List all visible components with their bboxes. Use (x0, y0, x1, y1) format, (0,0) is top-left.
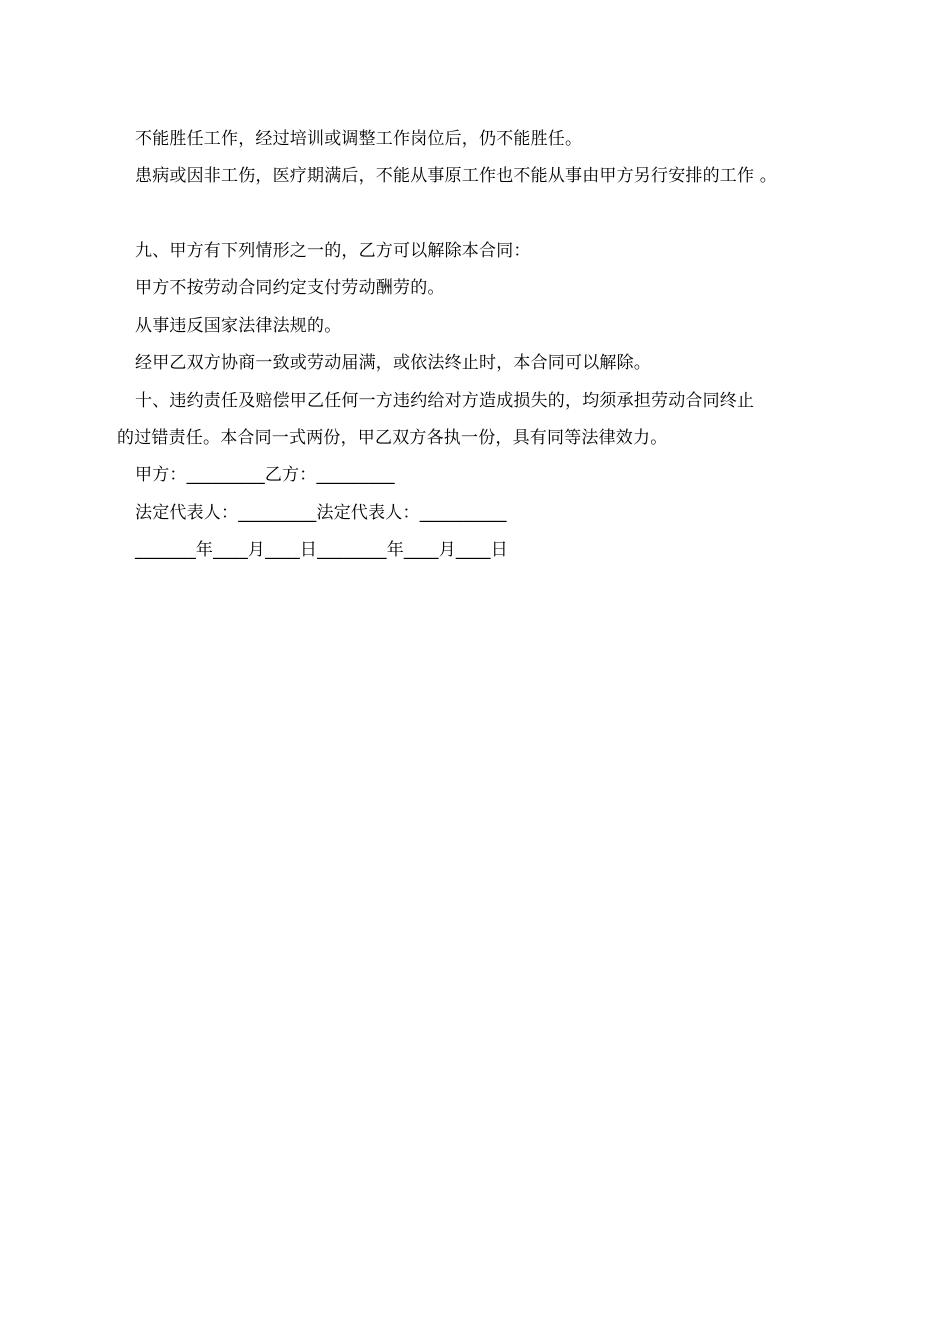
clause-mutual-termination-line: 经甲乙双方协商一致或劳动届满，或依法终止时，本合同可以解除。 (135, 353, 651, 373)
signature-date-line: _______年____月____日________年____月____日 (135, 540, 508, 560)
signature-representatives-line: 法定代表人：_________法定代表人：__________ (135, 503, 507, 523)
signature-parties-line: 甲方：_________乙方：_________ (135, 465, 395, 485)
section-ten-heading: 十、违约责任及赔偿甲乙任何一方违约给对方造成损失的，均须承担劳动合同终止 (135, 391, 755, 411)
section-nine-heading: 九、甲方有下列情形之一的，乙方可以解除本合同： (135, 241, 531, 261)
section-ten-continuation: 的过错责任。本合同一式两份，甲乙双方各执一份，具有同等法律效力。 (117, 428, 668, 448)
clause-incompetent-line: 不能胜任工作，经过培训或调整工作岗位后，仍不能胜任。 (135, 129, 583, 149)
clause-illegal-activity-line: 从事违反国家法律法规的。 (135, 316, 342, 336)
clause-illness-line: 患病或因非工伤，医疗期满后，不能从事原工作也不能从事由甲方另行安排的工作 。 (135, 166, 778, 186)
clause-unpaid-wages-line: 甲方不按劳动合同约定支付劳动酬劳的。 (135, 278, 445, 298)
